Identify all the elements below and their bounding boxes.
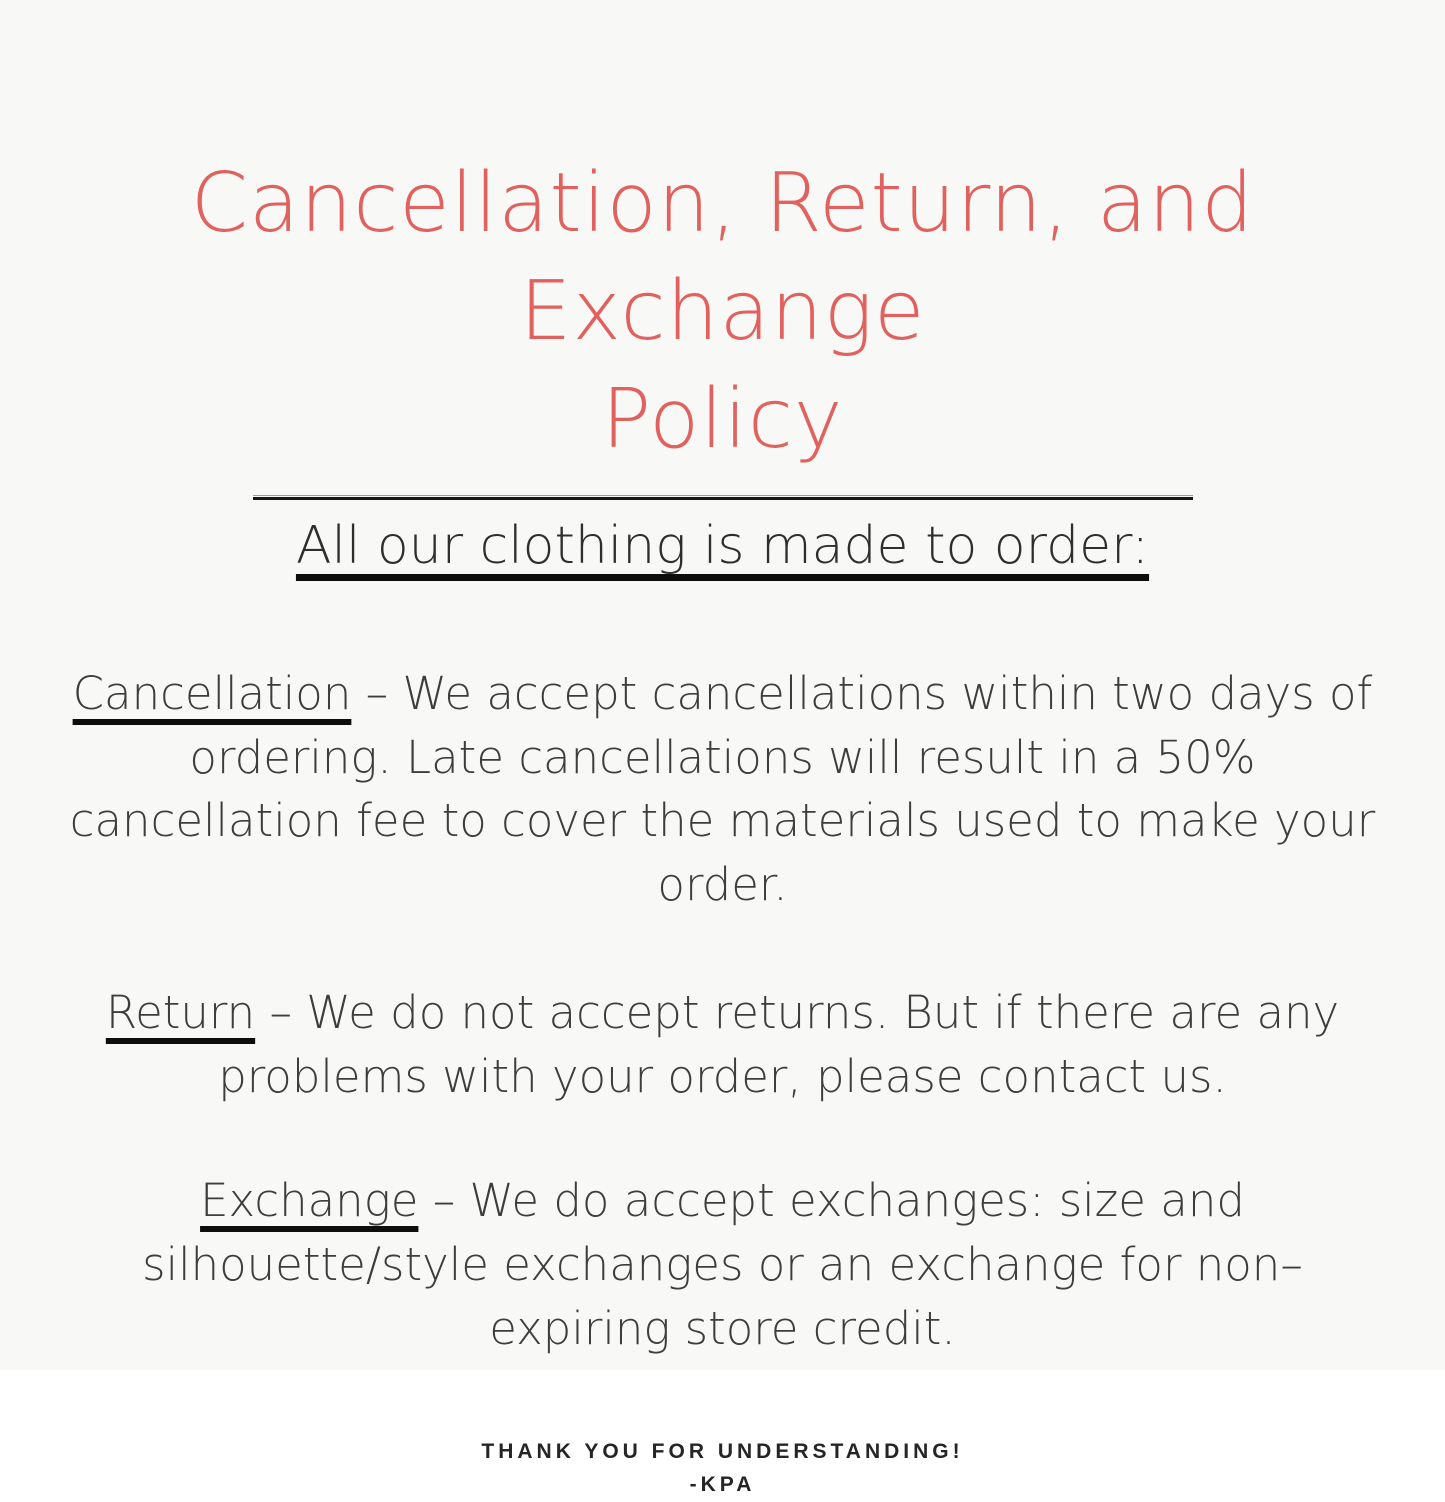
policy-cancellation-dash: – <box>365 666 389 720</box>
policy-cancellation-term: Cancellation <box>72 666 352 720</box>
page-title-line2: Policy <box>601 372 844 468</box>
policy-exchange <box>58 1169 1388 1361</box>
policy-return <box>58 981 1388 1109</box>
subtitle-made-to-order: All our clothing is made to order: <box>295 515 1150 576</box>
footer <box>56 1435 1389 1502</box>
policy-exchange-text: We do accept exchanges: size and silhouette/style exchanges or an exchange for non–expiring store credit. <box>142 1174 1303 1355</box>
page-title-line1: Cancellation, Return, and Exchange <box>190 156 1255 360</box>
policy-return-term: Return <box>105 986 256 1040</box>
title-divider <box>253 495 1193 500</box>
policy-cancellation-text: We accept cancellations within two days of ordering. Late cancellations will result in a 50% cancellation fee to cover the materials used to make your order. <box>69 666 1376 912</box>
page-title <box>56 150 1389 475</box>
policy-cancellation <box>58 662 1388 918</box>
policy-exchange-term: Exchange <box>200 1174 419 1228</box>
policy-return-dash: – <box>269 986 292 1040</box>
footer-signature: -KPA <box>689 1473 756 1497</box>
policy-return-text: We do not accept returns. But if there are any problems with your order, please contact us. <box>218 986 1340 1104</box>
footer-thanks: THANK YOU FOR UNDERSTANDING! <box>481 1439 964 1463</box>
policy-exchange-dash: – <box>432 1174 456 1228</box>
